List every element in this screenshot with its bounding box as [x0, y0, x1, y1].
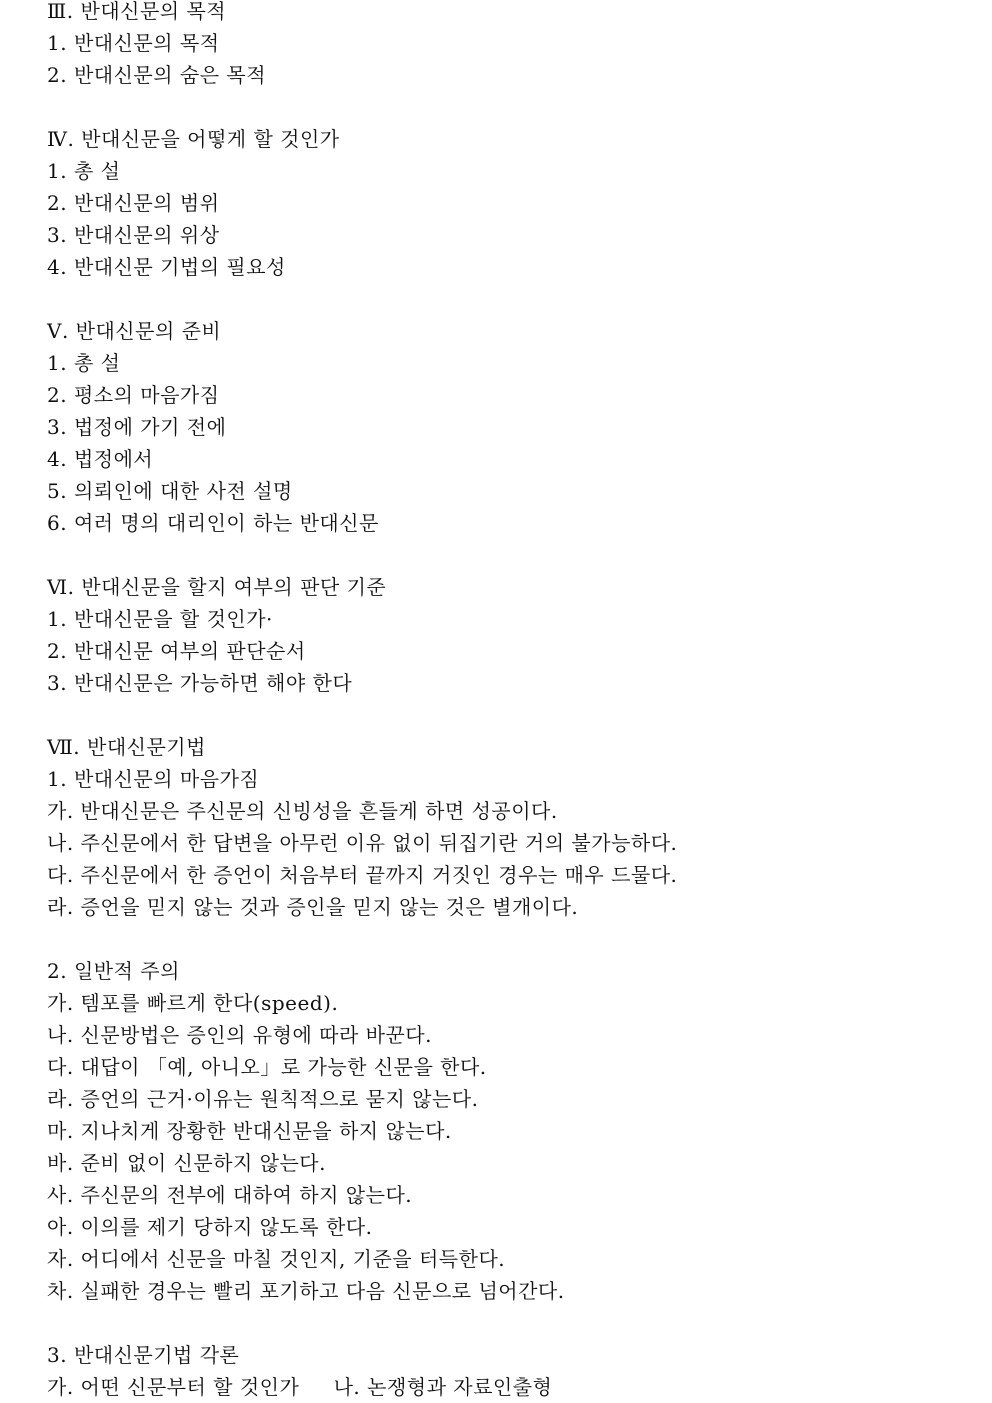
subsection-title: 1. 반대신문의 마음가짐 — [47, 767, 260, 791]
list-item: 2. 반대신문의 범위 — [47, 191, 220, 215]
list-item: 6. 여러 명의 대리인이 하는 반대신문 — [47, 511, 379, 535]
list-item: 라. 증언을 믿지 않는 것과 증인을 믿지 않는 것은 별개이다. — [47, 895, 579, 919]
spacer — [47, 91, 977, 123]
section-heading: Ⅵ. 반대신문을 할지 여부의 판단 기준 — [47, 575, 387, 599]
section-heading: Ⅴ. 반대신문의 준비 — [47, 319, 222, 343]
list-item: 나. 주신문에서 한 답변을 아무런 이유 없이 뒤집기란 거의 불가능하다. — [47, 831, 678, 855]
spacer — [47, 699, 977, 731]
list-item: 다. 대답이 「예, 아니오」로 가능한 신문을 한다. — [47, 1055, 487, 1079]
list-item: 가. 어떤 신문부터 할 것인가 나. 논쟁형과 자료인출형 — [47, 1375, 553, 1399]
section-heading: Ⅳ. 반대신문을 어떻게 할 것인가 — [47, 127, 340, 151]
subsection-title: 2. 일반적 주의 — [47, 959, 180, 983]
list-item: 나. 신문방법은 증인의 유형에 따라 바꾼다. — [47, 1023, 432, 1047]
spacer — [47, 539, 977, 571]
list-item: 1. 반대신문을 할 것인가· — [47, 607, 273, 631]
list-item: 가. 반대신문은 주신문의 신빙성을 흔들게 하면 성공이다. — [47, 799, 558, 823]
subsection-title: 3. 반대신문기법 각론 — [47, 1343, 240, 1367]
list-item: 아. 이의를 제기 당하지 않도록 한다. — [47, 1215, 373, 1239]
list-item: 1. 반대신문의 목적 — [47, 31, 220, 55]
spacer — [47, 923, 977, 955]
document-body — [47, 0, 977, 1403]
list-item: 3. 법정에 가기 전에 — [47, 415, 227, 439]
list-item: 2. 평소의 마음가짐 — [47, 383, 220, 407]
list-item: 가. 템포를 빠르게 한다(speed). — [47, 991, 339, 1015]
section-heading: Ⅶ. 반대신문기법 — [47, 735, 206, 759]
spacer — [47, 1307, 977, 1339]
list-item: 차. 실패한 경우는 빨리 포기하고 다음 신문으로 넘어간다. — [47, 1279, 565, 1303]
list-item: 3. 반대신문의 위상 — [47, 223, 220, 247]
list-item: 1. 총 설 — [47, 159, 121, 183]
list-item: 2. 반대신문의 숨은 목적 — [47, 63, 267, 87]
list-item: 4. 반대신문 기법의 필요성 — [47, 255, 286, 279]
list-item: 바. 준비 없이 신문하지 않는다. — [47, 1151, 326, 1175]
list-item: 자. 어디에서 신문을 마칠 것인지, 기준을 터득한다. — [47, 1247, 506, 1271]
list-item: 4. 법정에서 — [47, 447, 154, 471]
list-item: 라. 증언의 근거·이유는 원칙적으로 묻지 않는다. — [47, 1087, 479, 1111]
section-heading: Ⅲ. 반대신문의 목적 — [47, 0, 227, 23]
list-item: 다. 주신문에서 한 증언이 처음부터 끝까지 거짓인 경우는 매우 드물다. — [47, 863, 678, 887]
list-item: 3. 반대신문은 가능하면 해야 한다 — [47, 671, 353, 695]
list-item: 마. 지나치게 장황한 반대신문을 하지 않는다. — [47, 1119, 452, 1143]
spacer — [47, 283, 977, 315]
list-item: 사. 주신문의 전부에 대하여 하지 않는다. — [47, 1183, 413, 1207]
list-item: 2. 반대신문 여부의 판단순서 — [47, 639, 306, 663]
list-item: 1. 총 설 — [47, 351, 121, 375]
list-item: 5. 의뢰인에 대한 사전 설명 — [47, 479, 293, 503]
